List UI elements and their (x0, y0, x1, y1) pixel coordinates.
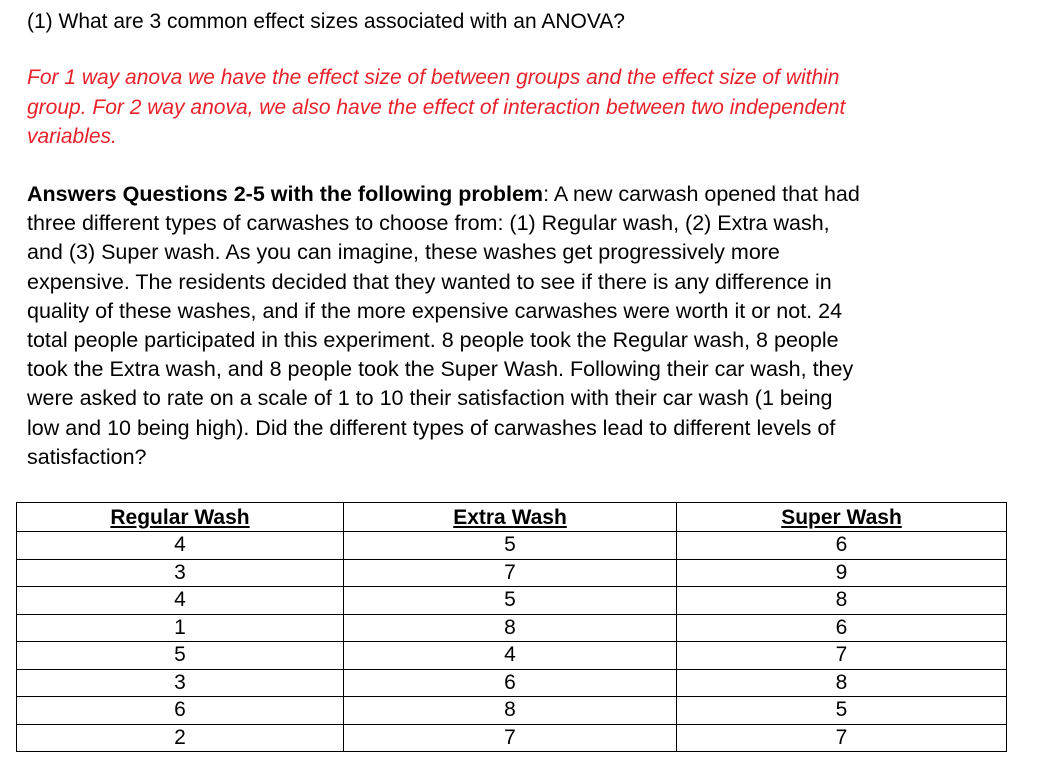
problem-line: and (3) Super wash. As you can imagine, these washes get progressively more (27, 240, 780, 265)
table-cell: 4 (17, 587, 344, 615)
table-cell: 9 (677, 559, 1007, 587)
table-cell: 5 (677, 697, 1007, 725)
table-cell: 7 (677, 642, 1007, 670)
table-row (17, 532, 1007, 560)
satisfaction-table (16, 502, 1007, 752)
table-cell: 7 (344, 724, 677, 752)
table-cell: 6 (17, 697, 344, 725)
table-cell: 3 (17, 559, 344, 587)
table-cell: 2 (17, 724, 344, 752)
header-regular-wash: Regular Wash (17, 503, 344, 532)
table-cell: 3 (17, 669, 344, 697)
header-extra-wash: Extra Wash (344, 503, 677, 532)
table-row (17, 697, 1007, 725)
table-row (17, 559, 1007, 587)
problem-line: took the Extra wash, and 8 people took the Super Wash. Following their car wash, they (27, 357, 854, 382)
table-cell: 4 (17, 532, 344, 560)
problem-line: satisfaction? (27, 444, 147, 469)
table-row (17, 669, 1007, 697)
table-row (17, 587, 1007, 615)
table-cell: 5 (344, 532, 677, 560)
table-header-row (17, 503, 1007, 532)
question-1-answer (27, 63, 1022, 152)
problem-line: quality of these washes, and if the more expensive carwashes were worth it or not. 24 (27, 298, 843, 323)
table-cell: 5 (17, 642, 344, 670)
answer-line: variables. (27, 125, 117, 148)
table-row (17, 614, 1007, 642)
problem-line-rest: : A new carwash opened that had (543, 182, 860, 206)
header-super-wash: Super Wash (677, 503, 1007, 532)
question-1: (1) What are 3 common effect sizes associated with an ANOVA? (27, 10, 625, 33)
problem-line (27, 180, 1022, 209)
table-cell: 8 (344, 697, 677, 725)
answer-line: group. For 2 way anova, we also have the effect of interaction between two independent (27, 95, 846, 119)
table-cell: 6 (344, 669, 677, 697)
problem-statement (27, 180, 1022, 472)
problem-lead: Answers Questions 2-5 with the following problem (27, 182, 544, 206)
table-cell: 8 (677, 587, 1007, 615)
problem-line: total people participated in this experiment. 8 people took the Regular wash, 8 people (27, 328, 839, 353)
table-cell: 7 (677, 724, 1007, 752)
table-cell: 6 (677, 532, 1007, 560)
table-row (17, 724, 1007, 752)
problem-line: three different types of carwashes to choose from: (1) Regular wash, (2) Extra wash, (27, 211, 830, 236)
table-row (17, 642, 1007, 670)
answer-line: For 1 way anova we have the effect size of between groups and the effect size of within (27, 66, 840, 89)
table-cell: 8 (677, 669, 1007, 697)
problem-line: expensive. The residents decided that they wanted to see if there is any difference in (27, 269, 832, 294)
table-cell: 4 (344, 642, 677, 670)
table-cell: 5 (344, 587, 677, 615)
table-cell: 8 (344, 614, 677, 642)
problem-line: low and 10 being high). Did the different types of carwashes lead to different levels of (27, 415, 836, 440)
table-cell: 7 (344, 559, 677, 587)
table-cell: 1 (17, 614, 344, 642)
problem-line: were asked to rate on a scale of 1 to 10 their satisfaction with their car wash (1 being (27, 386, 833, 411)
table-cell: 6 (677, 614, 1007, 642)
